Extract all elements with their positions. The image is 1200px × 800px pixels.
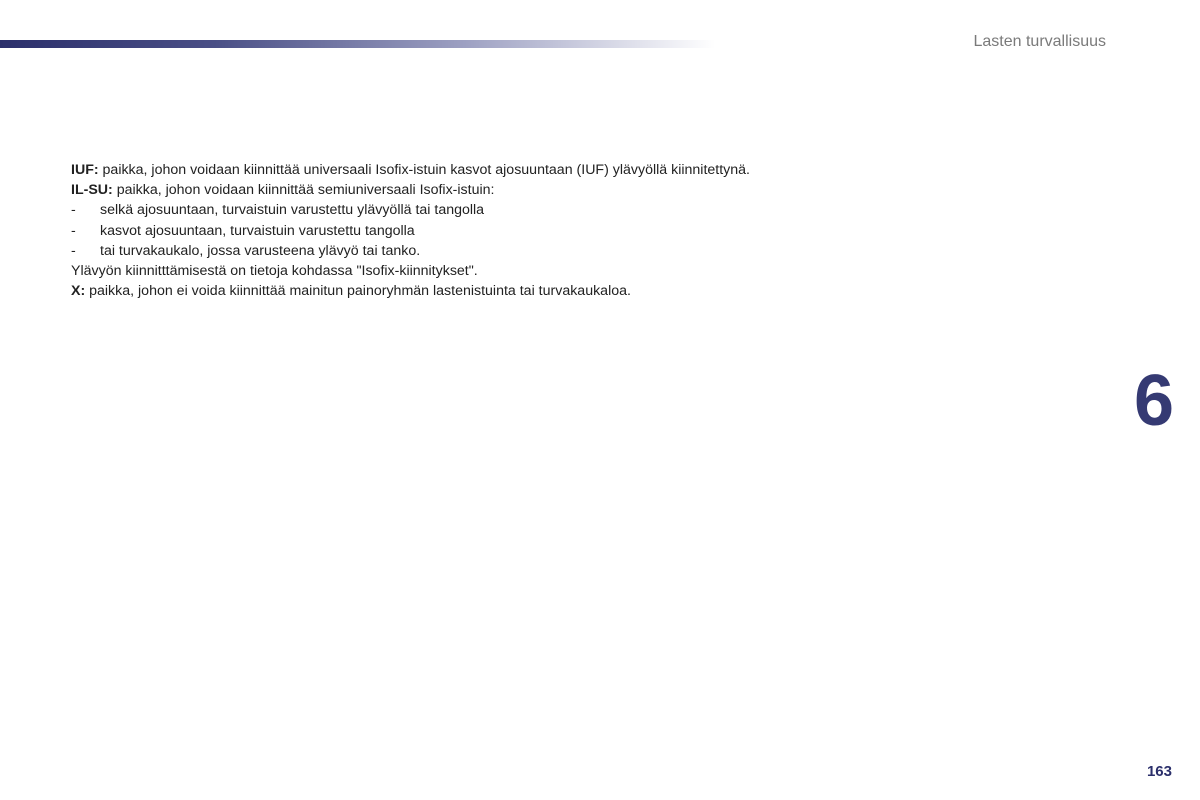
iuf-definition: [71, 160, 1071, 180]
top-tether-note: Ylävyön kiinnitttämisestä on tietoja kohdassa "Isofix-kiinnitykset".: [71, 263, 478, 280]
iuf-term: IUF:: [71, 162, 99, 178]
header-gradient-bar: [0, 40, 715, 48]
iuf-text: paikka, johon voidaan kiinnittää universaali Isofix-istuin kasvot ajosuuntaan (IUF) ylävyöllä kiinnitettynä.: [98, 162, 750, 178]
ilsu-term: IL-SU:: [71, 182, 113, 199]
list-item: [71, 241, 1071, 261]
x-text: paikka, johon ei voida kiinnittää mainitun painoryhmän lastenistuinta tai turvakaukaloa.: [85, 283, 631, 300]
page-number: 163: [1146, 763, 1172, 780]
ilsu-definition: [71, 180, 1071, 200]
list-item-text: kasvot ajosuuntaan, turvaistuin varustettu tangolla: [100, 222, 415, 239]
list-dash: -: [71, 242, 76, 259]
chapter-number: 6: [1133, 361, 1172, 441]
x-term: X:: [71, 283, 86, 300]
ilsu-text: paikka, johon voidaan kiinnittää semiuniversaali Isofix-istuin:: [112, 182, 495, 199]
list-item-text: selkä ajosuuntaan, turvaistuin varustettu ylävyöllä tai tangolla: [100, 202, 485, 219]
list-item: [71, 221, 1071, 241]
list-item: [71, 200, 1071, 220]
list-item-text: tai turvakaukalo, jossa varusteena ylävyö tai tanko.: [100, 242, 421, 259]
list-dash: -: [71, 202, 76, 219]
body-text: [71, 160, 1071, 301]
list-dash: -: [71, 222, 76, 239]
section-title: Lasten turvallisuus: [973, 33, 1106, 50]
x-definition: [71, 281, 1071, 301]
